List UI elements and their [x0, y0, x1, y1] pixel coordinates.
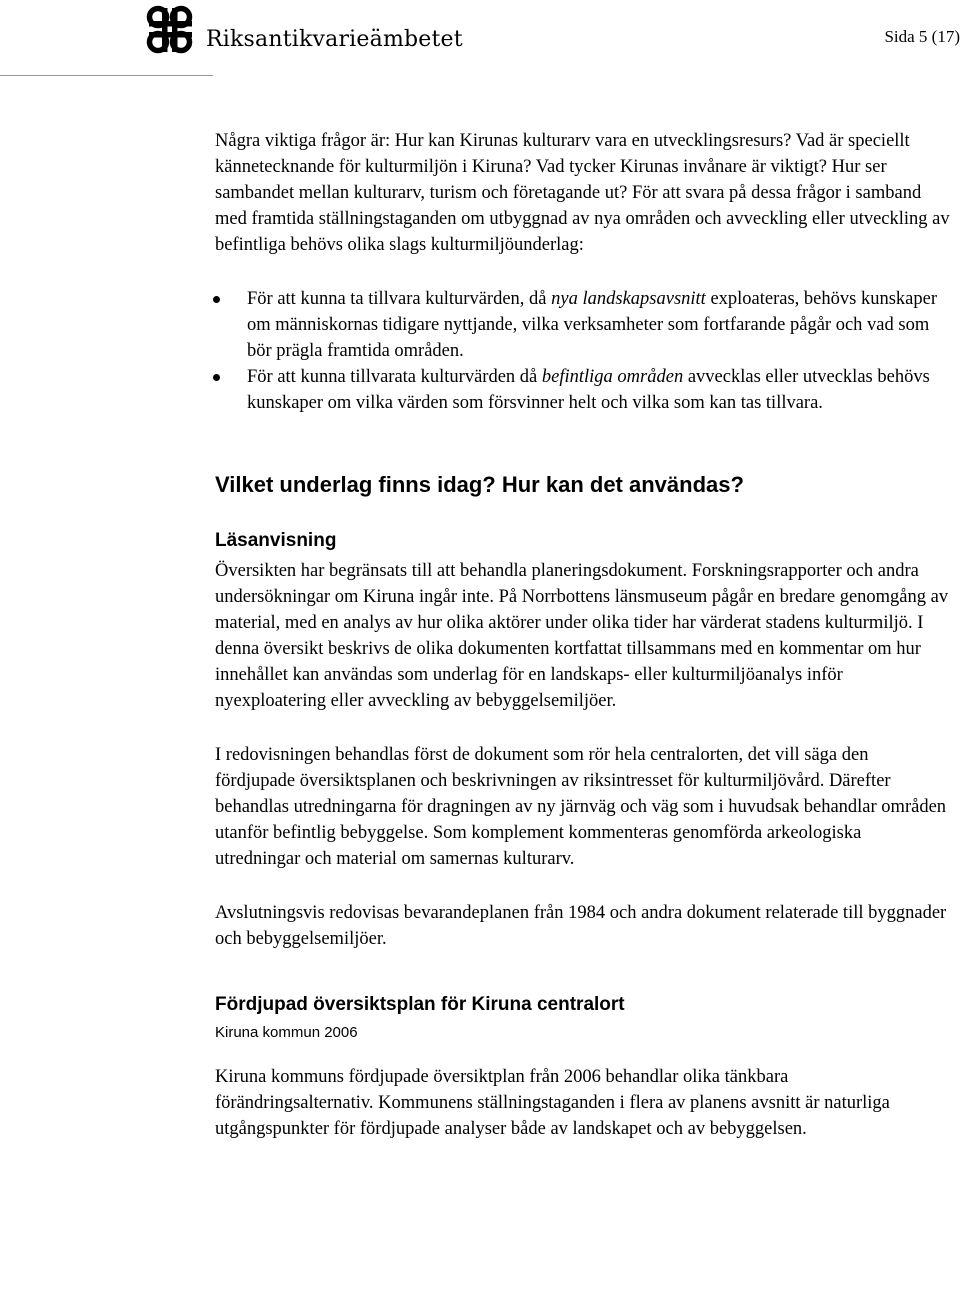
intro-paragraph: Några viktiga frågor är: Hur kan Kirunas kulturarv vara en utvecklingsresurs? Vad är speciellt kännetecknande för kulturmiljön i Kiruna? Vad tycker Kirunas invånare är viktigt? Hur ser sambandet mellan kulturarv, turism och företagande ut? För att svara på dessa frågor i samband med framtida ställningstaganden om utbyggnad av nya områden och avveckling eller utveckling av befintliga behövs olika slags kulturmiljöunderlag:: [215, 131, 950, 255]
section-heading: Vilket underlag finns idag? Hur kan det användas?: [215, 472, 744, 497]
bullet-text-before: För att kunna ta tillvara kulturvärden, då: [247, 289, 552, 309]
plan-section-heading: Fördjupad översiktsplan för Kiruna centralort: [215, 994, 625, 1015]
bullet-emphasis: nya landskapsavsnitt: [551, 289, 706, 309]
bullet-text-after: avvecklas eller utvecklas behövs kunskaper om vilka värden som försvinner helt och vilka som kan tas tillvara.: [247, 367, 930, 413]
bullet-text-before: För att kunna tillvarata kulturvärden då: [247, 367, 542, 387]
document-body: [215, 128, 950, 1142]
page-header: [0, 0, 960, 80]
plan-paragraph: Kiruna kommuns fördjupade översiktplan från 2006 behandlar olika tänkbara förändringsalternativ. Kommunens ställningstaganden i flera av planens avsnitt är naturliga utgångspunkter för fördjupade analyser både av landskapet och av bebyggelsen.: [215, 1067, 890, 1139]
list-item: [215, 286, 950, 364]
bullet-icon: [213, 296, 220, 303]
list-item: [215, 364, 950, 416]
reading-guide-paragraph: Avslutningsvis redovisas bevarandeplanen från 1984 och andra dokument relaterade till byggnader och bebyggelsemiljöer.: [215, 903, 947, 949]
brand-name: Riksantikvarieämbetet: [206, 27, 463, 52]
bullet-text-after: exploateras, behövs kunskaper om människornas tidigare nyttjande, vilka verksamheter som fortfarande pågår och vad som bör prägla framtida områden.: [247, 289, 937, 361]
bullet-icon: [213, 374, 220, 381]
raa-logo-icon: [145, 4, 197, 61]
plan-source: Kiruna kommun 2006: [215, 1024, 358, 1041]
bullet-emphasis: befintliga områden: [541, 367, 684, 387]
bullet-list: [215, 286, 950, 416]
reading-guide-paragraph: I redovisningen behandlas först de dokument som rör hela centralorten, det vill säga den fördjupade översiktsplanen och beskrivningen av riksintresset för kulturmiljövård. Därefter behandlas utredningarna för dragningen av ny järnväg och väg som i huvudsak behandlar områden utanför befintlig bebyggelse. Som komplement kommenteras genomförda arkeologiska utredningar och material om samernas kulturarv.: [215, 745, 947, 869]
reading-guide-heading: Läsanvisning: [215, 530, 337, 551]
page-number: Sida 5 (17): [884, 27, 960, 46]
reading-guide-paragraph: Översikten har begränsats till att behandla planeringsdokument. Forskningsrapporter och andra undersökningar om Kiruna ingår inte. På Norrbottens länsmuseum pågår en bredare genomgång av material, med en analys av hur olika aktörer under olika tider har värderat stadens kulturmiljö. I denna översikt beskrivs de olika dokumenten kortfattat tillsammans med en kommentar om hur innehållet kan användas som underlag för en landskaps- eller kulturmiljöanalys inför nyexploatering eller avveckling av bebyggelsemiljöer.: [215, 561, 949, 711]
header-divider: [0, 75, 213, 76]
